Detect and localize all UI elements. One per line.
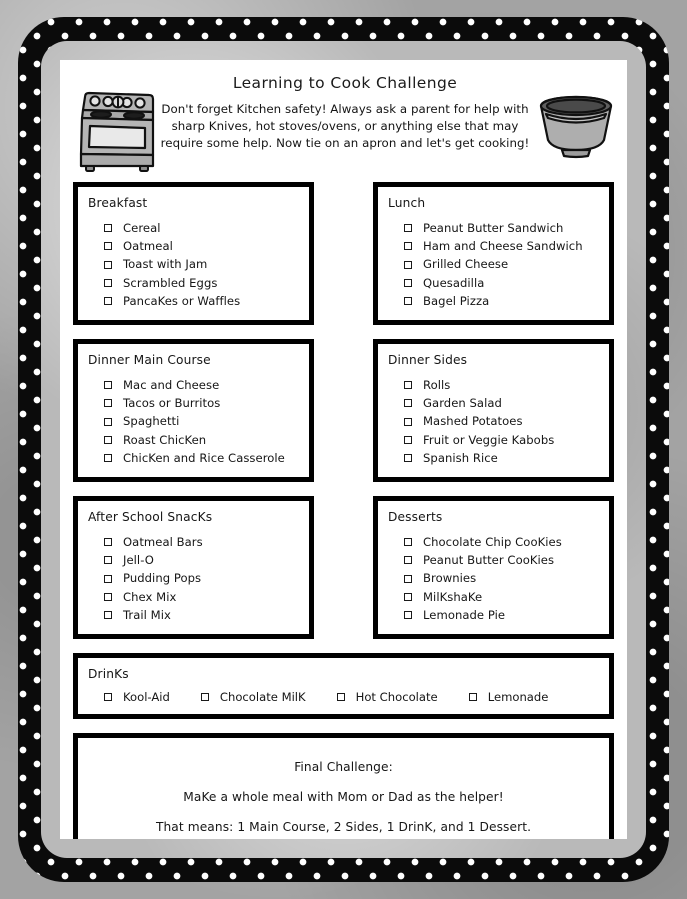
- list-item[interactable]: [201, 690, 306, 704]
- checkbox[interactable]: [104, 224, 112, 232]
- list-item[interactable]: [104, 237, 299, 255]
- section-title: After School SnacKs: [88, 510, 213, 525]
- checkbox[interactable]: [201, 693, 209, 701]
- final-challenge-line-1: MaKe a whole meal with Mom or Dad as the helper!: [183, 790, 504, 805]
- checkbox[interactable]: [104, 399, 112, 407]
- checkbox[interactable]: [404, 593, 412, 601]
- final-challenge-heading: Final Challenge:: [294, 760, 393, 775]
- section-box-after-school-snacks: [73, 496, 314, 639]
- checkbox[interactable]: [104, 593, 112, 601]
- grid-row: [73, 653, 614, 719]
- list-item[interactable]: [104, 292, 299, 310]
- item-label: Spaghetti: [123, 414, 180, 429]
- checkbox[interactable]: [404, 297, 412, 305]
- checkbox[interactable]: [104, 454, 112, 462]
- item-label: Chocolate MilK: [219, 690, 306, 705]
- grid-row: [73, 182, 614, 325]
- section-title: Desserts: [388, 510, 443, 525]
- checklist: [404, 376, 599, 467]
- item-label: Kool-Aid: [123, 690, 170, 705]
- checkbox[interactable]: [404, 454, 412, 462]
- checkbox[interactable]: [404, 556, 412, 564]
- safety-intro-text: Don't forget Kitchen safety! Always ask a parent for help with sharp Knives, hot stoves/ovens, or anything else that may require some help. Now tie on an apron and let's get cooking!: [160, 102, 530, 150]
- item-label: Grilled Cheese: [423, 257, 509, 272]
- list-item[interactable]: [404, 551, 599, 569]
- section-box-breakfast: [73, 182, 314, 325]
- checkbox[interactable]: [104, 381, 112, 389]
- final-challenge-line-2: That means: 1 Main Course, 2 Sides, 1 DrinK, and 1 Dessert.: [155, 820, 532, 835]
- item-label: Cereal: [123, 221, 161, 235]
- list-item[interactable]: [104, 274, 299, 292]
- list-item[interactable]: [104, 376, 299, 394]
- item-label: Pudding Pops: [123, 571, 202, 586]
- header: [60, 60, 627, 182]
- section-box-lunch: [373, 182, 614, 325]
- item-label: ChicKen and Rice Casserole: [123, 450, 285, 465]
- list-item[interactable]: [404, 449, 599, 467]
- checkbox[interactable]: [104, 611, 112, 619]
- checkbox[interactable]: [404, 279, 412, 287]
- item-label: Chocolate Chip CooKies: [423, 535, 562, 550]
- checkbox[interactable]: [337, 693, 345, 701]
- checkbox[interactable]: [404, 381, 412, 389]
- item-label: Peanut Butter CooKies: [423, 553, 555, 568]
- list-item[interactable]: [404, 606, 599, 624]
- drinks-checklist: [104, 690, 599, 704]
- list-item[interactable]: [404, 255, 599, 273]
- checkbox[interactable]: [104, 242, 112, 250]
- section-title: DrinKs: [88, 667, 129, 682]
- grid-row: [73, 339, 614, 482]
- list-item[interactable]: [404, 292, 599, 310]
- checklist: [104, 533, 299, 624]
- section-title: Breakfast: [88, 196, 148, 210]
- list-item[interactable]: [104, 588, 299, 606]
- category-grid: [60, 182, 627, 839]
- item-label: Rolls: [423, 378, 451, 393]
- list-item[interactable]: [404, 569, 599, 587]
- checkbox[interactable]: [404, 436, 412, 444]
- list-item[interactable]: [404, 376, 599, 394]
- checkbox[interactable]: [104, 556, 112, 564]
- checkbox[interactable]: [404, 611, 412, 619]
- paper-sheet: [60, 60, 627, 839]
- checkbox[interactable]: [404, 575, 412, 583]
- list-item[interactable]: [404, 219, 599, 237]
- item-label: Scrambled Eggs: [123, 275, 218, 290]
- section-box-drinks: [73, 653, 614, 719]
- section-box-dinner-sides: [373, 339, 614, 482]
- item-label: Brownies: [423, 571, 477, 586]
- item-label: Garden Salad: [423, 396, 502, 411]
- list-item[interactable]: [404, 394, 599, 412]
- section-title: Lunch: [388, 196, 426, 210]
- list-item[interactable]: [104, 431, 299, 449]
- item-label: Lemonade: [487, 690, 549, 705]
- list-item[interactable]: [404, 588, 599, 606]
- list-item[interactable]: [104, 533, 299, 551]
- checkbox[interactable]: [404, 538, 412, 546]
- section-box-desserts: [373, 496, 614, 639]
- checkbox[interactable]: [104, 261, 112, 269]
- list-item[interactable]: [469, 690, 549, 704]
- item-label: Mac and Cheese: [123, 378, 220, 393]
- item-label: Toast with Jam: [123, 257, 208, 272]
- item-label: Oatmeal Bars: [123, 535, 203, 550]
- checkbox[interactable]: [404, 399, 412, 407]
- section-title: Dinner Main Course: [88, 353, 211, 368]
- item-label: PancaKes or Waffles: [123, 293, 241, 308]
- item-label: Spanish Rice: [423, 450, 498, 465]
- section-title: Dinner Sides: [388, 353, 468, 368]
- checkbox[interactable]: [104, 297, 112, 305]
- page-title: Learning to Cook Challenge: [232, 74, 458, 92]
- stove-icon: [72, 82, 164, 174]
- item-label: Jell-O: [123, 553, 154, 568]
- item-label: Tacos or Burritos: [123, 396, 221, 411]
- list-item[interactable]: [104, 219, 299, 237]
- list-item[interactable]: [404, 533, 599, 551]
- checkbox[interactable]: [404, 261, 412, 269]
- item-label: Ham and Cheese Sandwich: [423, 239, 583, 254]
- checkbox[interactable]: [104, 279, 112, 287]
- list-item[interactable]: [104, 394, 299, 412]
- checklist: [104, 376, 299, 467]
- item-label: Mashed Potatoes: [423, 414, 523, 429]
- list-item[interactable]: [104, 255, 299, 273]
- list-item[interactable]: [104, 412, 299, 430]
- checkbox[interactable]: [104, 575, 112, 583]
- item-label: Hot Chocolate: [355, 690, 438, 705]
- list-item[interactable]: [404, 412, 599, 430]
- checklist: [104, 219, 299, 310]
- checklist: [404, 219, 599, 310]
- list-item[interactable]: [337, 690, 438, 704]
- checkbox[interactable]: [104, 693, 112, 701]
- item-label: Peanut Butter Sandwich: [423, 221, 564, 235]
- final-challenge-content: [88, 747, 599, 839]
- section-box-dinner-main-course: [73, 339, 314, 482]
- checkbox[interactable]: [104, 436, 112, 444]
- list-item[interactable]: [104, 449, 299, 467]
- grid-row: [73, 496, 614, 639]
- item-label: Chex Mix: [123, 589, 177, 604]
- checkbox[interactable]: [104, 418, 112, 426]
- item-label: Fruit or Veggie Kabobs: [423, 432, 555, 447]
- item-label: Lemonade Pie: [423, 607, 506, 622]
- checkbox[interactable]: [104, 538, 112, 546]
- item-label: Quesadilla: [423, 275, 485, 290]
- list-item[interactable]: [404, 237, 599, 255]
- list-item[interactable]: [104, 569, 299, 587]
- header-text-block: [160, 74, 530, 152]
- list-item[interactable]: [104, 551, 299, 569]
- grid-row: [73, 733, 614, 839]
- checkbox[interactable]: [404, 418, 412, 426]
- item-label: Bagel Pizza: [423, 293, 490, 308]
- list-item[interactable]: [104, 690, 170, 704]
- checkbox[interactable]: [469, 693, 477, 701]
- list-item[interactable]: [104, 606, 299, 624]
- final-challenge-box: [73, 733, 614, 839]
- checkbox[interactable]: [404, 224, 412, 232]
- item-label: Oatmeal: [123, 239, 173, 254]
- list-item[interactable]: [404, 274, 599, 292]
- item-label: Roast ChicKen: [123, 432, 207, 447]
- list-item[interactable]: [404, 431, 599, 449]
- checkbox[interactable]: [404, 242, 412, 250]
- mixing-bowl-icon: [533, 84, 619, 162]
- checklist: [404, 533, 599, 624]
- item-label: MilKshaKe: [423, 589, 483, 604]
- item-label: Trail Mix: [123, 607, 171, 622]
